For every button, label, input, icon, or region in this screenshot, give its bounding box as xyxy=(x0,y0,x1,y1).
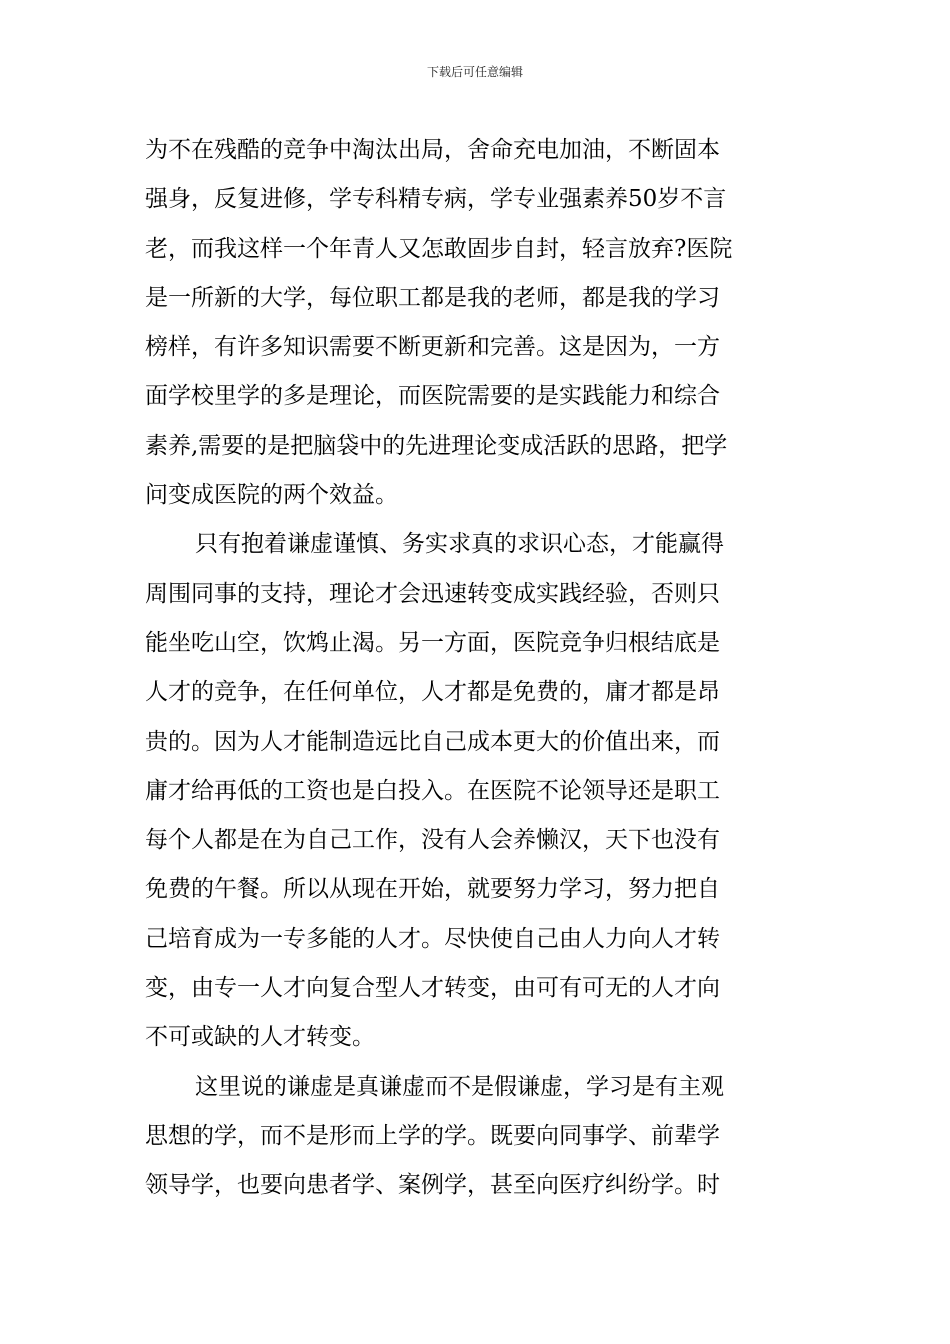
paragraph-line: 面学校里学的多是理论，而医院需要的是实践能力和综合 xyxy=(145,383,720,410)
paragraph-line: 问变成医院的两个效益。 xyxy=(145,482,398,509)
paragraph-line: 是一所新的大学，每位职工都是我的老师，都是我的学习 xyxy=(145,284,720,311)
document-body xyxy=(145,126,807,1211)
paragraph-line: 贵的。因为人才能制造远比自己成本更大的价值出来，而 xyxy=(145,728,720,755)
paragraph-line: 强身，反复进修，学专科精专病，学专业强素养50岁不言 xyxy=(145,186,727,213)
paragraph-line: 思想的学，而不是形而上学的学。既要向同事学、前辈学 xyxy=(145,1122,720,1149)
paragraph-line: 周围同事的支持，理论才会迅速转变成实践经验，否则只 xyxy=(145,580,720,607)
paragraph-line: 变，由专一人才向复合型人才转变，由可有可无的人才向 xyxy=(145,975,720,1002)
paragraph-line: 庸才给再低的工资也是白投入。在医院不论领导还是职工 xyxy=(145,777,720,804)
paragraph-line: 老，而我这样一个年青人又怎敢固步自封，轻言放弃?医院 xyxy=(145,235,733,262)
paragraph-line: 领导学，也要向患者学、案例学，甚至向医疗纠纷学。时 xyxy=(145,1172,720,1199)
paragraph-line: 人才的竞争，在任何单位，人才都是免费的，庸才都是昂 xyxy=(145,679,720,706)
paragraph-line: 己培育成为一专多能的人才。尽快使自己由人力向人才转 xyxy=(145,925,720,952)
paragraph-line: 不可或缺的人才转变。 xyxy=(145,1024,375,1051)
paragraph-line: 免费的午餐。所以从现在开始，就要努力学习，努力把自 xyxy=(145,876,720,903)
paragraph-line: 榜样，有许多知识需要不断更新和完善。这是因为，一方 xyxy=(145,334,720,361)
paragraph-line: 每个人都是在为自己工作，没有人会养懒汉，天下也没有 xyxy=(145,827,720,854)
paragraph-first-line: 只有抱着谦虚谨慎、务实求真的求识心态，才能赢得 xyxy=(195,531,724,558)
page-header: 下载后可任意编辑 xyxy=(426,65,523,79)
paragraph-line: 为不在残酷的竞争中淘汰出局，舍命充电加油，不断固本 xyxy=(145,137,720,163)
paragraph-line: 素养,需要的是把脑袋中的先进理论变成活跃的思路，把学 xyxy=(145,432,728,459)
paragraph-line: 能坐吃山空，饮鸩止渴。另一方面，医院竞争归根结底是 xyxy=(145,629,720,656)
paragraph-first-line: 这里说的谦虚是真谦虚而不是假谦虚，学习是有主观 xyxy=(195,1073,724,1100)
